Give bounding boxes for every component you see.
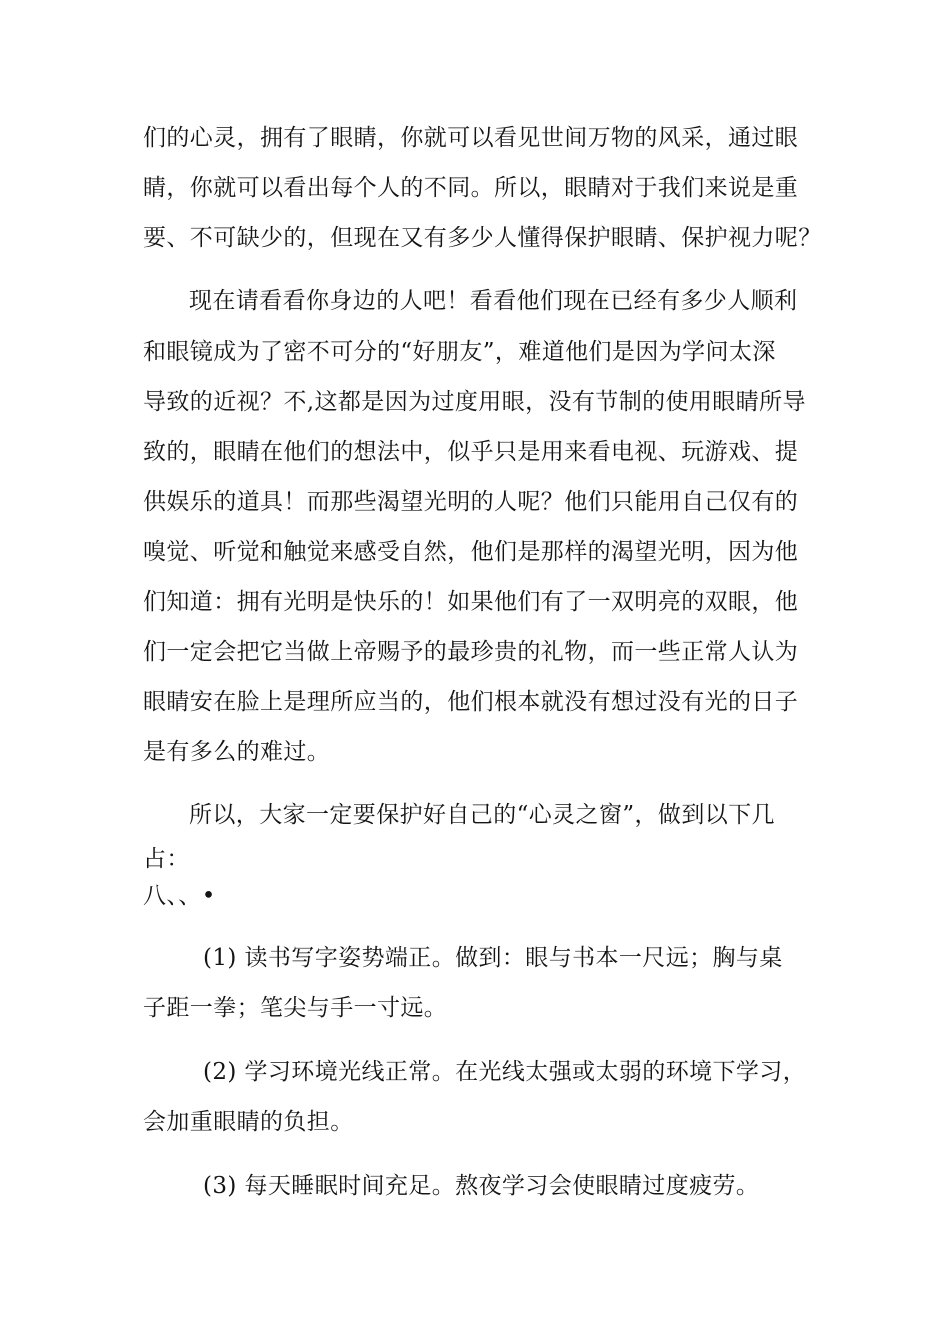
paragraph-1-line-3: 要、不可缺少的，但现在又有多少人懂得保护眼睛、保护视力呢？ bbox=[143, 225, 822, 251]
paragraph-2-line-6: 嗅觉、听觉和触觉来感受自然，他们是那样的渴望光明，因为他 bbox=[143, 539, 799, 565]
paragraph-2-line-4: 致的，眼睛在他们的想法中，似乎只是用来看电视、玩游戏、提 bbox=[143, 439, 799, 465]
list-item-1-line-1: (1) 读书写字姿势端正。做到：眼与书本一尺远；胸与桌 bbox=[203, 945, 783, 971]
paragraph-1-line-2: 睛，你就可以看出每个人的不同。所以，眼睛对于我们来说是重 bbox=[143, 175, 799, 201]
paragraph-3-line-2: 占： bbox=[143, 846, 190, 872]
list-item-1-line-2: 子距一拳；笔尖与手一寸远。 bbox=[143, 995, 448, 1021]
paragraph-2-line-3: 导致的近视？不,这都是因为过度用眼，没有节制的使用眼睛所导 bbox=[143, 389, 806, 415]
paragraph-2-line-9: 眼睛安在脸上是理所应当的，他们根本就没有想过没有光的日子 bbox=[143, 689, 799, 715]
paragraph-2-line-5: 供娱乐的道具！而那些渴望光明的人呢？他们只能用自己仅有的 bbox=[143, 489, 799, 515]
paragraph-2-line-1: 现在请看看你身边的人吧！看看他们现在已经有多少人顺利 bbox=[189, 288, 798, 314]
paragraph-3-line-1: 所以，大家一定要保护好自己的“心灵之窗”，做到以下几 bbox=[189, 802, 775, 828]
paragraph-3-line-3: 八、、• bbox=[143, 883, 216, 909]
paragraph-2-line-2: 和眼镜成为了密不可分的“好朋友”，难道他们是因为学问太深 bbox=[143, 339, 776, 365]
paragraph-2-line-10: 是有多么的难过。 bbox=[143, 739, 331, 765]
paragraph-1-line-1: 们的心灵，拥有了眼睛，你就可以看见世间万物的风采，通过眼 bbox=[143, 125, 799, 151]
list-item-2-line-1: (2) 学习环境光线正常。在光线太强或太弱的环境下学习， bbox=[203, 1059, 807, 1085]
list-item-3-line-1: (3) 每天睡眠时间充足。熬夜学习会使眼睛过度疲劳。 bbox=[203, 1173, 760, 1199]
list-item-2-line-2: 会加重眼睛的负担。 bbox=[143, 1109, 354, 1135]
paragraph-2-line-8: 们一定会把它当做上帝赐予的最珍贵的礼物，而一些正常人认为 bbox=[143, 639, 799, 665]
paragraph-2-line-7: 们知道：拥有光明是快乐的！如果他们有了一双明亮的双眼，他 bbox=[143, 589, 799, 615]
